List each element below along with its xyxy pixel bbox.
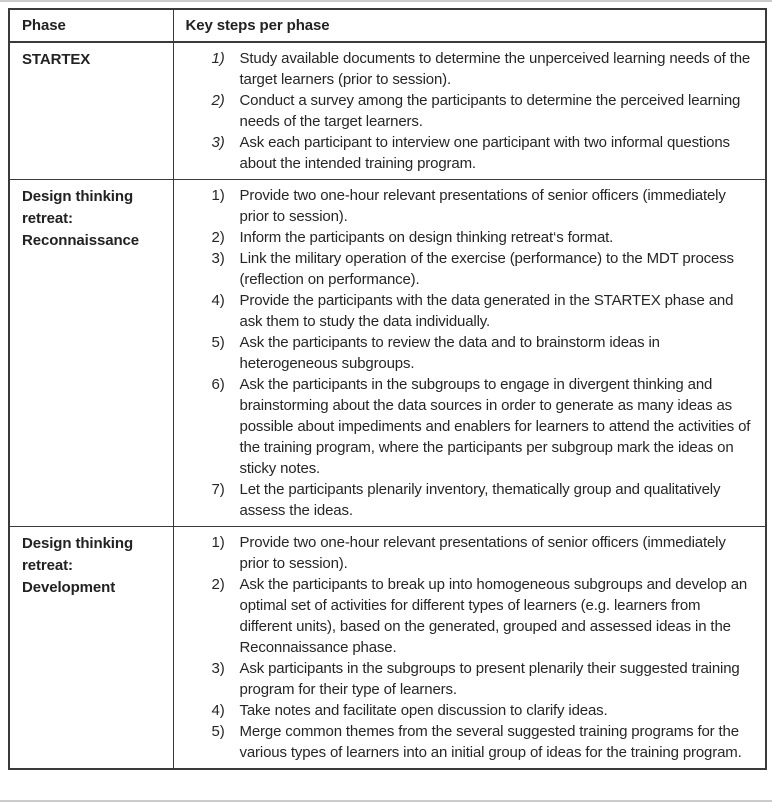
key-steps-cell <box>173 180 766 527</box>
step-item <box>174 248 754 290</box>
step-number: 4) <box>211 292 225 309</box>
phase-cell <box>9 42 173 180</box>
step-item <box>174 227 754 248</box>
step-number: 1) <box>211 187 225 204</box>
step-item <box>174 132 754 174</box>
step-text: Provide the participants with the data generated in the STARTEX phase and ask them to study the data individually. <box>239 292 734 330</box>
step-item <box>174 532 754 574</box>
step-item <box>174 700 754 721</box>
header-row <box>9 9 766 42</box>
cropped-row-edge-top <box>0 0 772 2</box>
step-item <box>174 290 754 332</box>
cropped-row-edge-bottom <box>0 800 772 802</box>
phase-steps-table <box>8 8 767 770</box>
step-item <box>174 479 754 521</box>
step-text: Let the participants plenarily inventory, thematically group and qualitatively assess the ideas. <box>239 481 721 519</box>
step-text: Ask the participants to review the data and to brainstorm ideas in heterogeneous subgroups. <box>239 334 660 372</box>
step-number: 2) <box>211 92 225 109</box>
step-text: Provide two one-hour relevant presentations of senior officers (immediately prior to session). <box>239 534 726 572</box>
step-item <box>174 185 754 227</box>
table-row <box>9 42 766 180</box>
step-text: Ask each participant to interview one participant with two informal questions about the intended training program. <box>239 134 730 172</box>
step-number: 1) <box>211 50 225 67</box>
phase-cell <box>9 527 173 770</box>
phase-label: Design thinking retreat: Development <box>22 535 134 596</box>
phase-cell <box>9 180 173 527</box>
column-header-phase: Phase <box>9 9 173 42</box>
step-item <box>174 658 754 700</box>
step-text: Ask the participants to break up into homogeneous subgroups and develop an optimal set of activities for different types of learners (e.g. learners from different units), based on the generated, grouped and assessed ideas in the Reconnaissance phase. <box>239 576 748 656</box>
step-item <box>174 574 754 658</box>
step-item <box>174 374 754 479</box>
steps-list <box>174 180 766 526</box>
table-row <box>9 180 766 527</box>
step-text: Study available documents to determine the unperceived learning needs of the target learners (prior to session). <box>239 50 751 88</box>
step-item <box>174 332 754 374</box>
step-text: Link the military operation of the exercise (performance) to the MDT process (reflection on performance). <box>239 250 734 288</box>
step-text: Ask the participants in the subgroups to engage in divergent thinking and brainstorming about the data sources in order to generate as many ideas as possible about impediments and enablers for learners to attend the activities of the training program, where the participants per subgroup mark the ideas on sticky notes. <box>239 376 751 477</box>
steps-list <box>174 527 766 768</box>
step-text: Take notes and facilitate open discussion to clarify ideas. <box>239 702 608 719</box>
step-number: 2) <box>211 576 225 593</box>
step-number: 2) <box>211 229 225 246</box>
step-number: 7) <box>211 481 225 498</box>
key-steps-cell <box>173 42 766 180</box>
step-number: 5) <box>211 723 225 740</box>
step-item <box>174 90 754 132</box>
step-text: Provide two one-hour relevant presentations of senior officers (immediately prior to session). <box>239 187 726 225</box>
key-steps-cell <box>173 527 766 770</box>
step-item <box>174 721 754 763</box>
table-body <box>9 42 766 769</box>
phase-label: STARTEX <box>22 51 91 68</box>
step-number: 3) <box>211 134 225 151</box>
step-text: Conduct a survey among the participants to determine the perceived learning needs of the target learners. <box>239 92 741 130</box>
step-text: Inform the participants on design thinking retreat‘s format. <box>239 229 614 246</box>
step-item <box>174 48 754 90</box>
step-text: Ask participants in the subgroups to present plenarily their suggested training program for their type of learners. <box>239 660 740 698</box>
table-row <box>9 527 766 770</box>
step-number: 5) <box>211 334 225 351</box>
step-text: Merge common themes from the several suggested training programs for the various types of learners into an initial group of ideas for the training program. <box>239 723 742 761</box>
column-header-key-steps: Key steps per phase <box>173 9 766 42</box>
step-number: 6) <box>211 376 225 393</box>
step-number: 3) <box>211 660 225 677</box>
step-number: 3) <box>211 250 225 267</box>
step-number: 1) <box>211 534 225 551</box>
steps-list <box>174 43 766 179</box>
step-number: 4) <box>211 702 225 719</box>
phase-label: Design thinking retreat: Reconnaissance <box>22 188 139 249</box>
